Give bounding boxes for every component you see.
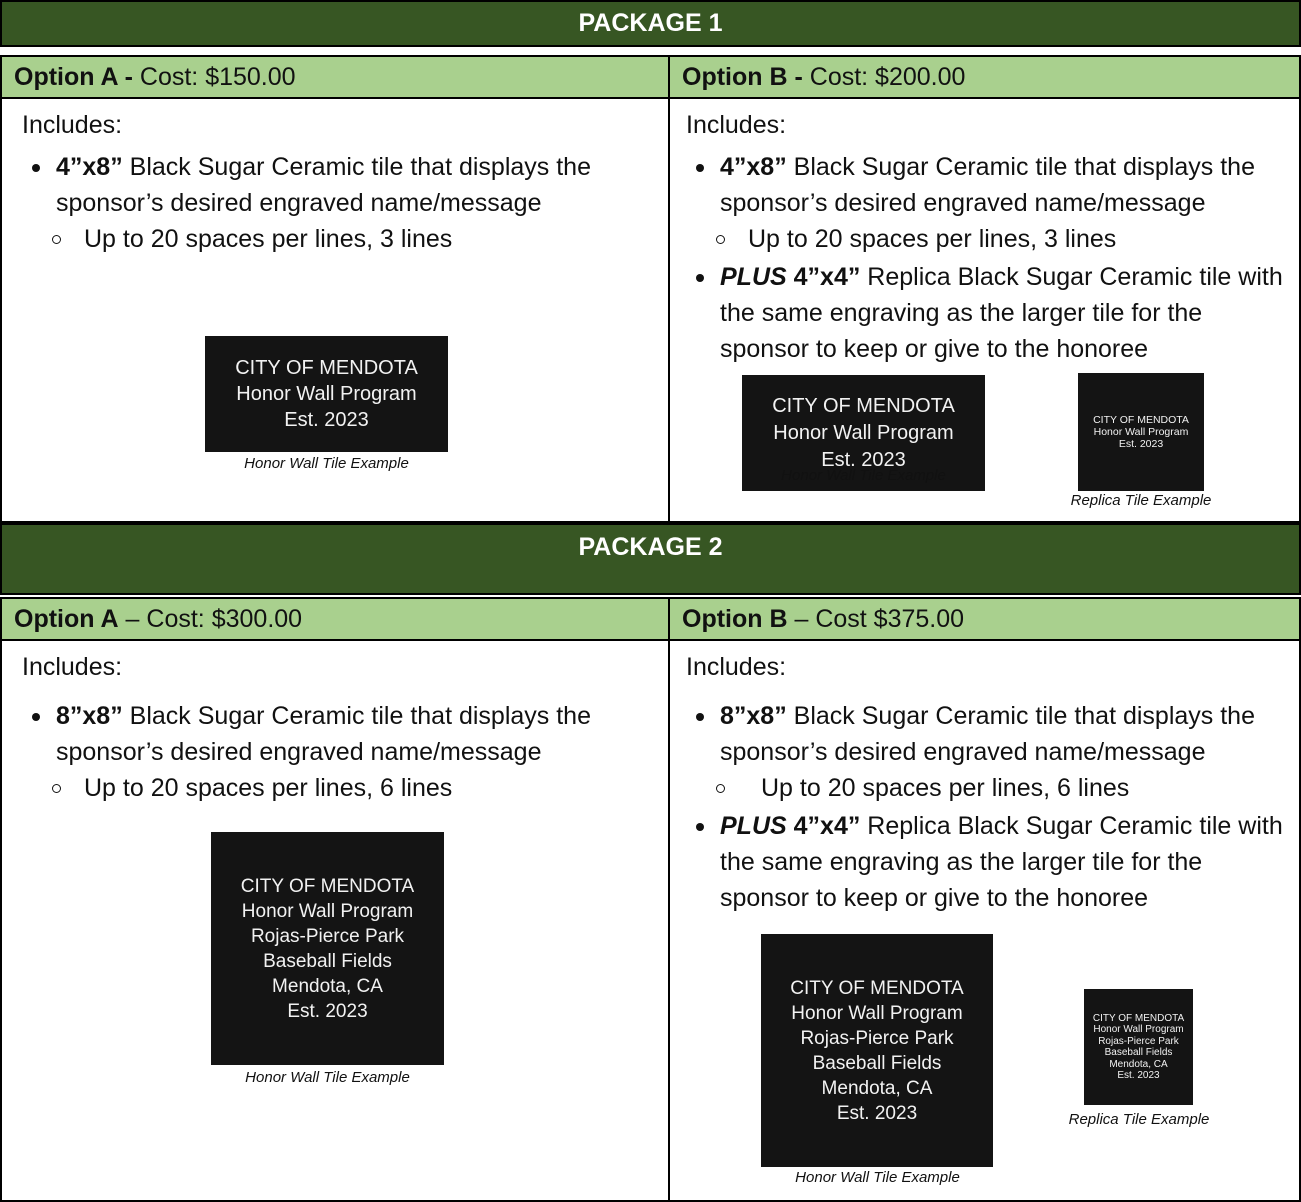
option-label: Option B - [682,63,803,91]
list-item: PLUS 4”x4” Replica Black Sugar Ceramic tile with the same engraving as the larger tile for the sponsor to keep or give to the honoree [686,259,1298,367]
sub-list-item: Up to 20 spaces per lines, 6 lines [22,770,662,806]
replica-tile: CITY OF MENDOTA Honor Wall Program Est. 2023 [1078,373,1204,491]
option-label: Option A [14,605,119,633]
bullet-icon [696,274,704,282]
option-cost: – Cost: $300.00 [118,605,303,633]
list-item: 4”x8” Black Sugar Ceramic tile that displays the sponsor’s desired engraved name/message [22,149,662,221]
circle-bullet-icon [52,784,61,793]
package-2-header [0,523,1301,595]
replica-tile: CITY OF MENDOTA Honor Wall Program Rojas-Pierce Park Baseball Fields Mendota, CA Est. 2023 [1084,989,1193,1105]
package-2-option-b-body [668,641,1301,1202]
package-1-option-a-body [0,99,670,523]
includes-label: Includes: [686,653,787,681]
honor-wall-tile: CITY OF MENDOTA Honor Wall Program Est. 2023 [742,375,985,491]
includes-label: Includes: [686,111,787,139]
list-item: PLUS 4”x4” Replica Black Sugar Ceramic tile with the same engraving as the larger tile for the sponsor to keep or give to the honoree [686,808,1298,916]
tile-caption: Honor Wall Tile Example [244,455,409,472]
tile-caption: Honor Wall Tile Example [781,467,946,484]
option-cost: Cost: $200.00 [802,63,966,91]
package-2-option-a-row [0,597,670,641]
bullet-icon [696,164,704,172]
package-1-option-b-body [668,99,1301,523]
honor-wall-tile: CITY OF MENDOTA Honor Wall Program Rojas-Pierce Park Baseball Fields Mendota, CA Est. 2023 [761,934,993,1167]
includes-label: Includes: [22,111,123,139]
package-1-header [0,0,1301,47]
list-item: 4”x8” Black Sugar Ceramic tile that displays the sponsor’s desired engraved name/message [686,149,1298,221]
bullet-icon [32,713,40,721]
sub-list-item: Up to 20 spaces per lines, 3 lines [686,221,1298,257]
package-1-option-a-row [0,55,670,99]
list-item: 8”x8” Black Sugar Ceramic tile that displays the sponsor’s desired engraved name/message [686,698,1298,770]
sub-list-item: Up to 20 spaces per lines, 3 lines [22,221,662,257]
bullet-icon [696,823,704,831]
option-label: Option B [682,605,788,633]
package-1-title: PACKAGE 1 [578,9,723,37]
package-2-option-b-row [668,597,1301,641]
package-2-option-a-body [0,641,670,1202]
honor-wall-tile: CITY OF MENDOTA Honor Wall Program Rojas-Pierce Park Baseball Fields Mendota, CA Est. 2023 [211,832,444,1065]
circle-bullet-icon [52,235,61,244]
tile-caption: Honor Wall Tile Example [245,1069,410,1086]
option-cost: Cost: $150.00 [132,63,296,91]
option-label: Option A - [14,63,133,91]
package-2-title: PACKAGE 2 [578,533,723,561]
tile-caption: Honor Wall Tile Example [795,1169,960,1186]
includes-label: Includes: [22,653,123,681]
list-item: 8”x8” Black Sugar Ceramic tile that displays the sponsor’s desired engraved name/message [22,698,662,770]
replica-caption: Replica Tile Example [1070,492,1212,509]
bullet-icon [696,713,704,721]
replica-caption: Replica Tile Example [1068,1111,1210,1128]
option-cost: – Cost $375.00 [787,605,965,633]
honor-wall-tile: CITY OF MENDOTA Honor Wall Program Est. 2023 [205,336,448,452]
package-1-option-b-row [668,55,1301,99]
circle-bullet-icon [716,784,725,793]
bullet-icon [32,164,40,172]
circle-bullet-icon [716,235,725,244]
sub-list-item: Up to 20 spaces per lines, 6 lines [686,770,1298,806]
